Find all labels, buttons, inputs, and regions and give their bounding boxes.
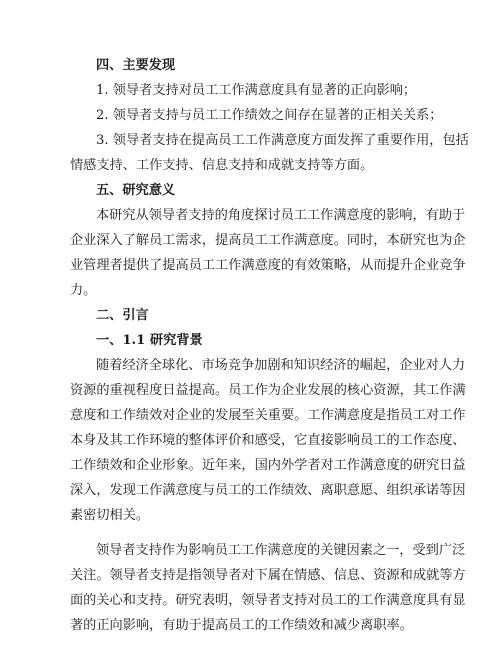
- subsection-heading-background: 一、1.1 研究背景: [96, 333, 203, 348]
- background-paragraph-line: 素密切相关。: [70, 508, 150, 523]
- finding-item-3: 3. 领导者支持在提高员工工作满意度方面发挥了重要作用，包括: [96, 133, 469, 148]
- background-paragraph-line: 意度和工作绩效对企业的发展至关重要。工作满意度是指员工对工作: [70, 408, 466, 423]
- finding-item-1: 1. 领导者支持对员工工作满意度具有显著的正向影响；: [96, 83, 417, 98]
- leader-support-paragraph-line: 面的关心和支持。研究表明，领导者支持对员工的工作满意度具有显: [70, 593, 466, 608]
- finding-item-2: 2. 领导者支持与员工工作绩效之间存在显著的正相关关系；: [96, 108, 443, 123]
- background-paragraph-line: 工作绩效和企业形象。近年来，国内外学者对工作满意度的研究日益: [70, 458, 466, 473]
- section-heading-introduction: 二、引言: [96, 308, 149, 323]
- section-heading-significance: 五、研究意义: [96, 183, 176, 198]
- leader-support-paragraph-line: 著的正向影响，有助于提高员工的工作绩效和减少离职率。: [70, 618, 413, 633]
- significance-line: 企业深入了解员工需求，提高员工工作满意度。同时，本研究也为企: [70, 233, 466, 248]
- background-paragraph-line: 深入，发现工作满意度与员工的工作绩效、离职意愿、组织承诺等因: [70, 483, 466, 498]
- background-paragraph-line: 随着经济全球化、市场竞争加剧和知识经济的崛起，企业对人力: [96, 358, 466, 373]
- background-paragraph-line: 资源的重视程度日益提高。员工作为企业发展的核心资源，其工作满: [70, 383, 466, 398]
- significance-line: 本研究从领导者支持的角度探讨员工工作满意度的影响，有助于: [96, 208, 466, 223]
- background-paragraph-line: 本身及其工作环境的整体评价和感受，它直接影响员工的工作态度、: [70, 433, 466, 448]
- section-heading-findings: 四、主要发现: [96, 58, 176, 73]
- finding-item-3-continued: 情感支持、工作支持、信息支持和成就支持等方面。: [70, 158, 374, 173]
- leader-support-paragraph-line: 领导者支持作为影响员工工作满意度的关键因素之一，受到广泛: [96, 543, 466, 558]
- leader-support-paragraph-line: 关注。领导者支持是指领导者对下属在情感、信息、资源和成就等方: [70, 568, 466, 583]
- significance-line: 力。: [70, 283, 97, 298]
- significance-line: 业管理者提供了提高员工工作满意度的有效策略，从而提升企业竞争: [70, 258, 466, 273]
